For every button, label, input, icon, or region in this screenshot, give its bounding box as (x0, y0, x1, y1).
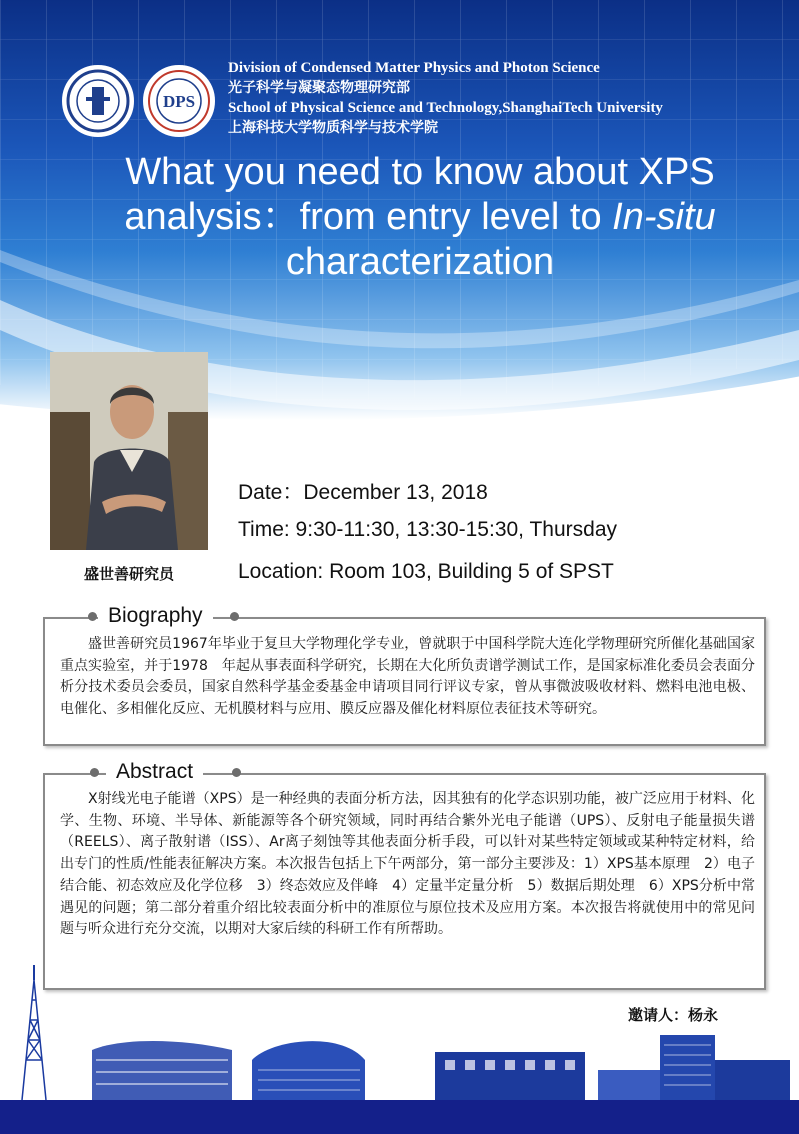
talk-title (60, 150, 780, 285)
division-name-cn: 光子科学与凝聚态物理研究部 (228, 80, 410, 96)
title-line-2-italic: In-situ (612, 196, 716, 238)
footer-band (0, 1100, 799, 1134)
speaker-name: 盛世善研究员 (83, 565, 174, 583)
school-name-en: School of Physical Science and Technology,ShanghaiTech University (228, 100, 663, 116)
event-date: Date：December 13, 2018 (238, 481, 488, 504)
bullet-dot (230, 612, 239, 621)
biography-text: 盛世善研究员1967年毕业于复旦大学物理化学专业，曾就职于中国科学院大连化学物理研究所催化基础国家重点实验室，并于1978 年起从事表面科学研究，长期在大化所负责谱学测试工作，是国家标准化委员会表面分析分技术委员会委员，国家自然科学基金委基金申请项目同行评议专家，曾从事微波吸收材料、燃料电池电极、电催化、多相催化反应、无机膜材料与应用、膜反应器及催化材料原位表征技术等研究。 (60, 636, 755, 718)
event-time: Time: 9:30-11:30, 13:30-15:30, Thursday (238, 518, 618, 541)
event-location: Location: Room 103, Building 5 of SPST (238, 560, 614, 583)
title-line-1: What you need to know about XPS (125, 151, 715, 193)
skyline-illustration (0, 960, 799, 1105)
organization-lines (228, 58, 663, 138)
title-line-2-text: analysis：from entry level to (124, 196, 613, 238)
bullet-dot (88, 612, 97, 621)
shanghaitech-logo-icon (62, 65, 134, 137)
division-name-en: Division of Condensed Matter Physics and Photon Science (228, 60, 600, 76)
school-name-cn: 上海科技大学物质科学与技术学院 (228, 120, 438, 136)
title-line-3: characterization (285, 241, 555, 283)
bullet-dot (90, 768, 99, 777)
svg-text:DPS: DPS (162, 92, 196, 111)
title-line-2 (60, 195, 780, 240)
speaker-photo (50, 352, 208, 550)
biography-heading: Biography (98, 603, 213, 629)
inviter: 邀请人：杨永 (628, 1006, 719, 1024)
dps-logo-icon (143, 65, 215, 137)
abstract-text: X射线光电子能谱（XPS）是一种经典的表面分析方法，因其独有的化学态识别功能，被广泛应用于材料、化学、生物、环境、半导体、新能源等各个研究领域，同时再结合紫外光电子能谱（UPS）、反射电子能量损失谱（REELS）、离子散射谱（ISS）、Ar离子刻蚀等其他表面分析手段，可以针对某些特定领域或某种特定材料，给出专门的性质/性能表征解决方案。本次报告包括上下午两部分，第一部分主要涉及：1）XPS基本原理 2）电子结合能、初态效应及化学位移 3）终态效应及伴峰 4）定量半定量分析 5）数据后期处理 6）XPS分析中常遇见的问题；第二部分着重介绍比较表面分析中的准原位与原位技术及应用方案。本次报告将就使用中的常见问题与听众进行充分交流，以期对大家后续的科研工作有所帮助。 (60, 791, 755, 938)
bullet-dot (232, 768, 241, 777)
abstract-heading: Abstract (106, 759, 203, 785)
